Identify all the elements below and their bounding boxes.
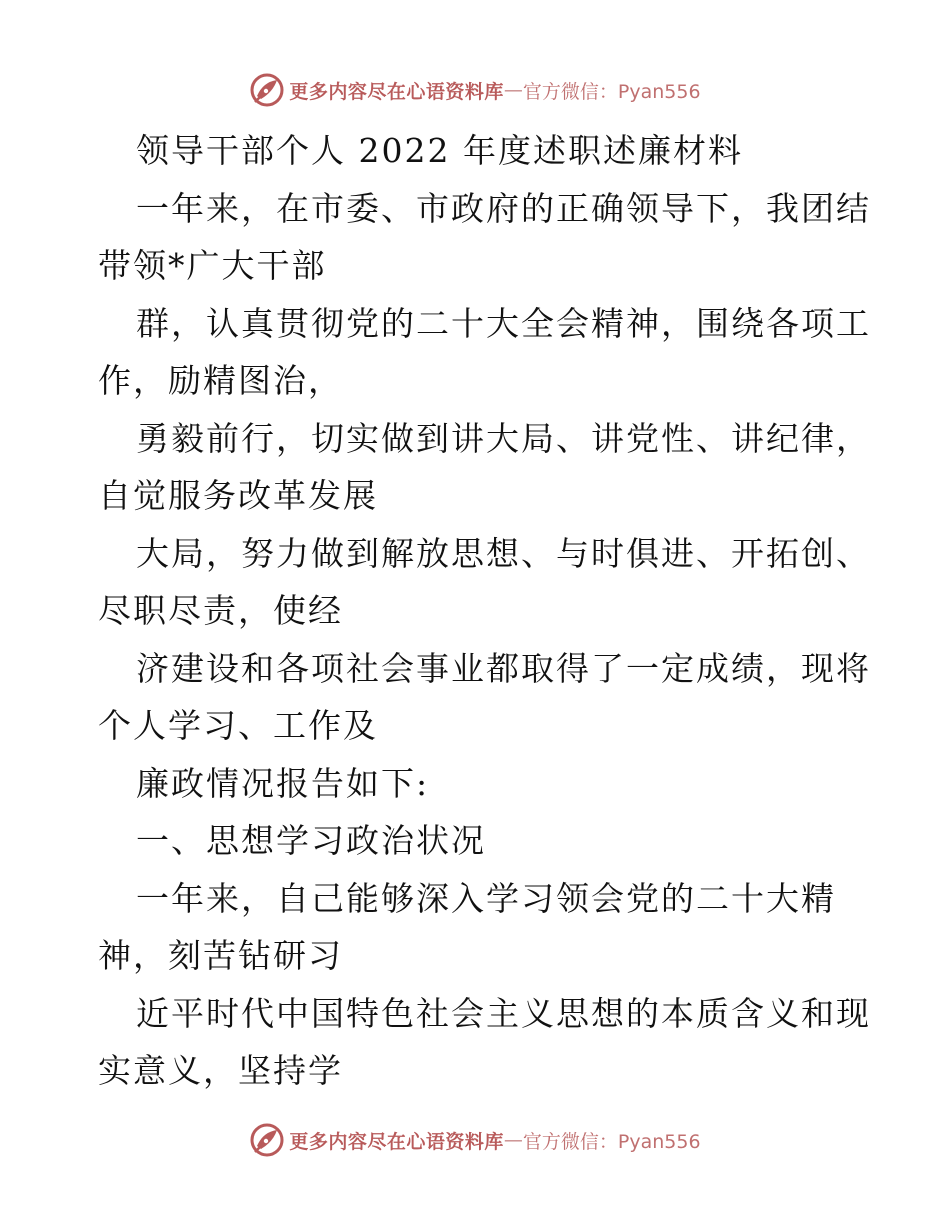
document-line: 济建设和各项社会事业都取得了一定成绩，现将 [136,648,871,688]
header-watermark [0,70,950,110]
document-line: 实意义，坚持学 [98,1051,343,1090]
footer-watermark [0,1120,950,1160]
document-line: 一、思想学习政治状况 [136,821,486,860]
pen-nib-logo-icon [249,72,285,108]
document-body [98,122,871,1100]
document-line: 勇毅前行，切实做到讲大局、讲党性、讲纪律， [136,418,871,458]
pen-nib-logo-icon [249,1122,285,1158]
watermark-separator: — [503,79,523,101]
document-line: 一年来，在市委、市政府的正确领导下，我团结 [136,188,871,228]
document-line: 廉政情况报告如下: [136,763,430,803]
document-line: 尽职尽责，使经 [98,591,343,630]
document-line: 大局，努力做到解放思想、与时俱进、开拓创、 [136,533,871,573]
document-line: 一年来，自己能够深入学习领会党的二十大精 [136,878,836,918]
document-line: 神，刻苦钻研习 [98,936,343,975]
watermark-separator: — [503,1129,523,1151]
document-line: 个人学习、工作及 [98,706,378,745]
watermark-main-text: 更多内容尽在心语资料库 [289,80,504,103]
document-line: 群，认真贯彻党的二十大全会精神，围绕各项工 [136,303,871,343]
document-line: 近平时代中国特色社会主义思想的本质含义和现 [136,993,871,1033]
document-line: 带领*广大干部 [98,246,327,285]
watermark-contact: 官方微信：Pyan556 [522,80,701,103]
document-line: 自觉服务改革发展 [98,476,378,515]
watermark-contact: 官方微信：Pyan556 [522,1130,701,1153]
watermark-main-text: 更多内容尽在心语资料库 [289,1130,504,1153]
document-line: 作，励精图治， [98,361,343,400]
document-line: 领导干部个人 2022 年度述职述廉材料 [136,131,743,170]
